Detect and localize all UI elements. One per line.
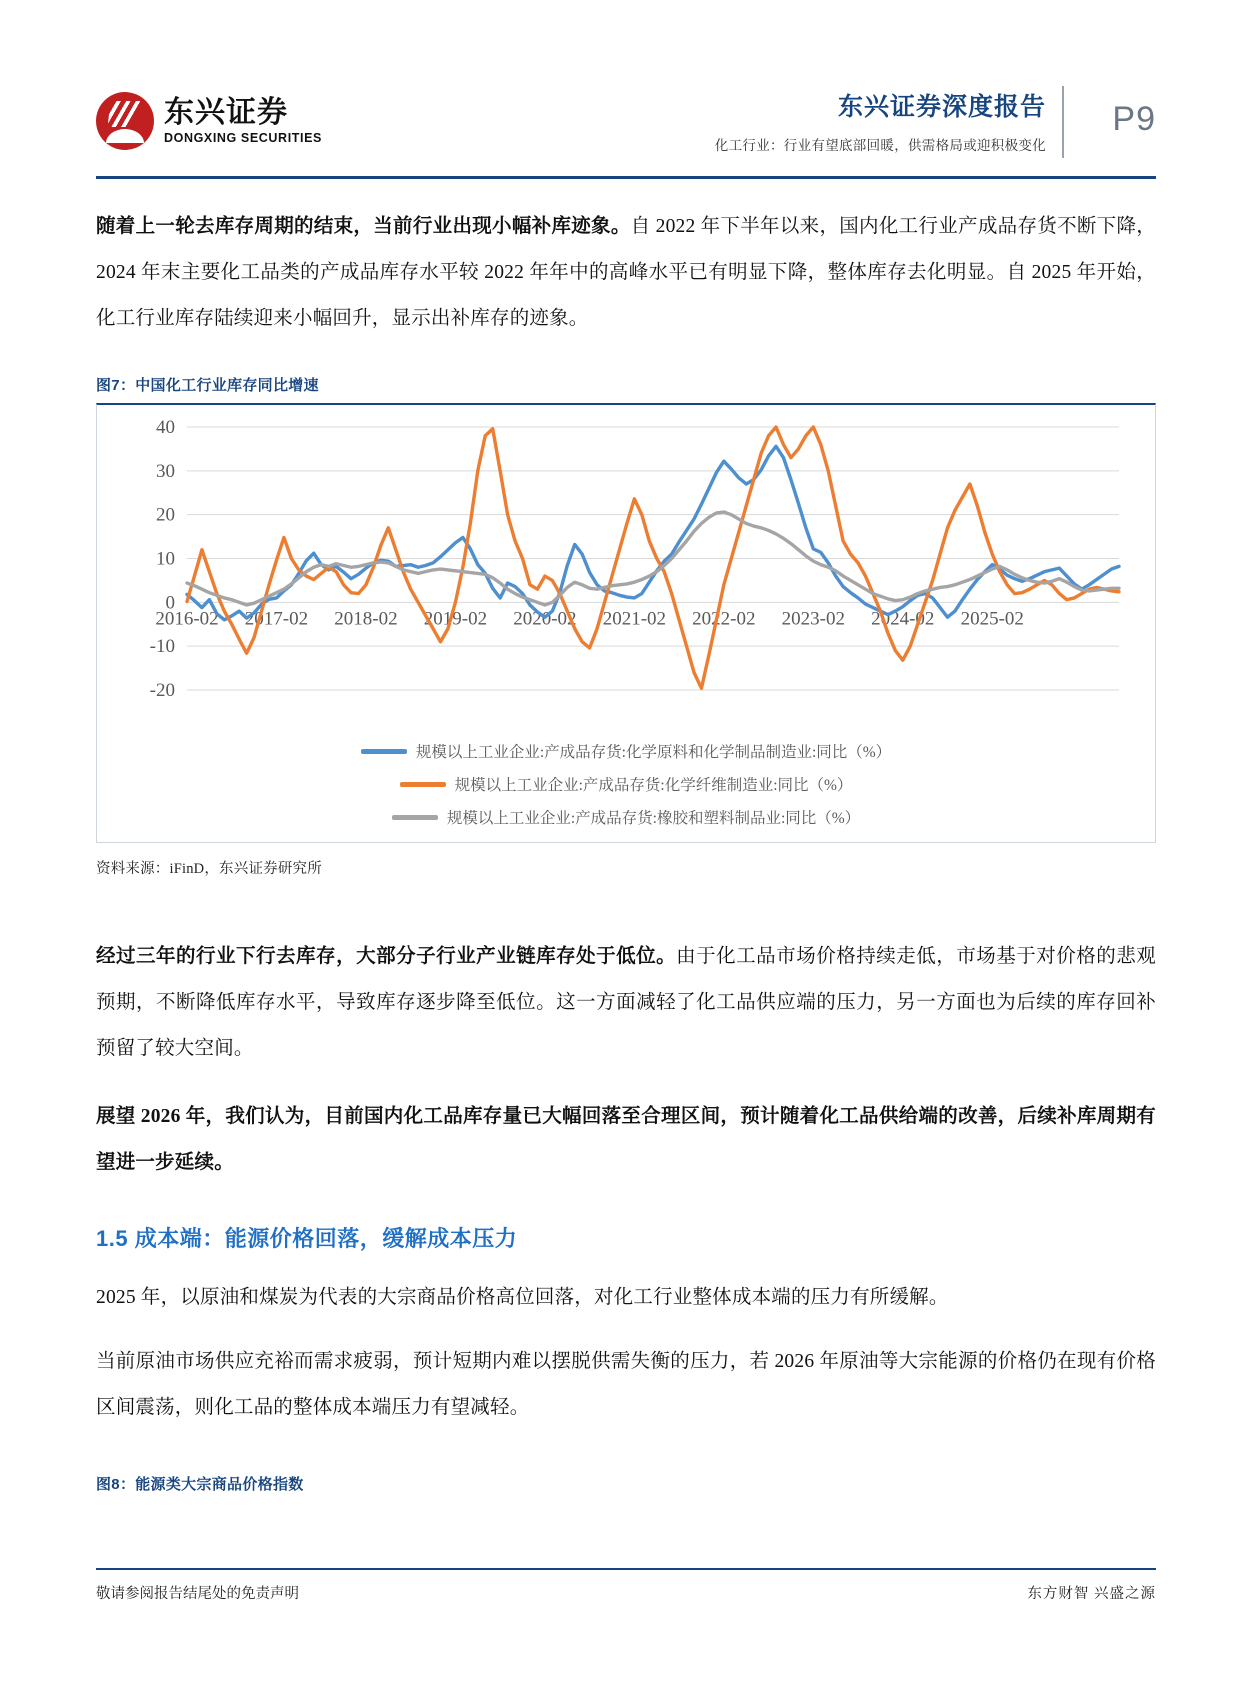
legend-swatch-chemical-raw <box>361 749 407 754</box>
legend-label-2: 规模以上工业企业:产成品存货:橡胶和塑料制品业:同比（%） <box>446 810 861 827</box>
paragraph-2-lead: 经过三年的行业下行去库存，大部分子行业产业链库存处于低位。 <box>96 946 677 967</box>
footer-slogan: 东方财智 兴盛之源 <box>1027 1586 1156 1602</box>
company-logo <box>96 92 322 150</box>
paragraph-3 <box>96 1094 1156 1186</box>
paragraph-5: 当前原油市场供应充裕而需求疲弱，预计短期内难以摆脱供需失衡的压力，若 2026 年原油等大宗能源的价格仍在现有价格区间震荡，则化工品的整体成本端压力有望减轻。 <box>96 1351 1156 1418</box>
svg-text:2022-02: 2022-02 <box>692 608 756 630</box>
report-title: 东兴证券深度报告 <box>837 93 1046 121</box>
figure-7-caption: 图7：中国化工行业库存同比增速 <box>96 377 319 394</box>
figure-7-chart <box>96 403 1156 843</box>
footer-disclaimer: 敬请参阅报告结尾处的免责声明 <box>96 1586 299 1602</box>
svg-text:30: 30 <box>156 460 175 482</box>
paragraph-2 <box>96 934 1156 1072</box>
chart-legend <box>97 740 1155 828</box>
page-number: P9 <box>1112 100 1156 138</box>
svg-text:2024-02: 2024-02 <box>871 608 935 630</box>
legend-swatch-rubber-plastic <box>392 815 438 820</box>
svg-text:40: 40 <box>156 417 175 438</box>
report-subtitle: 化工行业：行业有望底部回暖，供需格局或迎积极变化 <box>714 138 1046 153</box>
svg-text:2016-02: 2016-02 <box>155 608 219 630</box>
page-footer <box>96 1582 1156 1603</box>
header-title-block <box>715 86 1064 158</box>
footer-divider <box>96 1568 1156 1570</box>
svg-text:-10: -10 <box>149 636 175 658</box>
figure-8-caption: 图8：能源类大宗商品价格指数 <box>96 1476 304 1493</box>
svg-text:2017-02: 2017-02 <box>244 608 309 630</box>
chart-inner <box>97 405 1155 842</box>
paragraph-1-lead: 随着上一轮去库存周期的结束，当前行业出现小幅补库迹象。 <box>96 216 631 237</box>
paragraph-1-rest: 自 2022 年下半年以来，国内化工行业产成品存货不断下降，2024 年末主要化工品类的产成品库存水平较 2022 年年中的高峰水平已有明显下降，整体库存去化明显。自 2025 年开始，化工行业库存陆续迎来小幅回升，显示出补库存的迹象。 <box>96 216 1156 329</box>
dongxing-logo-icon <box>96 92 154 150</box>
legend-label-1: 规模以上工业企业:产成品存货:化学纤维制造业:同比（%） <box>454 777 853 794</box>
figure-7-source: 资料来源：iFinD，东兴证券研究所 <box>96 861 322 877</box>
svg-text:2023-02: 2023-02 <box>781 608 845 630</box>
logo-text <box>164 97 322 146</box>
svg-text:20: 20 <box>156 504 175 526</box>
page-content <box>96 200 1156 1494</box>
svg-text:2021-02: 2021-02 <box>602 608 667 630</box>
svg-text:-20: -20 <box>149 680 175 701</box>
legend-item-2 <box>392 806 860 828</box>
header-divider <box>96 176 1156 179</box>
section-heading-1-5: 1.5 成本端：能源价格回落，缓解成本压力 <box>96 1226 518 1251</box>
page-header <box>96 86 1156 168</box>
svg-text:2019-02: 2019-02 <box>423 608 488 630</box>
legend-item-0 <box>361 740 891 762</box>
paragraph-4: 2025 年，以原油和煤炭为代表的大宗商品价格高位回落，对化工行业整体成本端的压力有所缓解。 <box>96 1287 949 1308</box>
logo-name-en: DONGXING SECURITIES <box>164 131 322 146</box>
svg-text:0: 0 <box>165 592 175 614</box>
paragraph-3-rest: 我们认为，目前国内化工品库存量已大幅回落至合理区间，预计随着化工品供给端的改善，后续补库周期有望进一步延续。 <box>96 1106 1156 1173</box>
svg-text:2025-02: 2025-02 <box>960 608 1024 630</box>
paragraph-1 <box>96 204 1156 342</box>
svg-text:10: 10 <box>156 548 175 570</box>
svg-text:2018-02: 2018-02 <box>334 608 398 630</box>
legend-item-1 <box>400 773 853 795</box>
paragraph-3-lead: 展望 2026 年， <box>96 1106 226 1127</box>
legend-label-0: 规模以上工业企业:产成品存货:化学原料和化学制品制造业:同比（%） <box>415 744 892 761</box>
paragraph-2-rest: 由于化工品市场价格持续走低，市场基于对价格的悲观预期，不断降低库存水平，导致库存逐步降至低位。这一方面减轻了化工品供应端的压力，另一方面也为后续的库存回补预留了较大空间。 <box>96 946 1156 1059</box>
logo-name-cn: 东兴证券 <box>164 95 288 129</box>
svg-text:2020-02: 2020-02 <box>513 608 577 630</box>
legend-swatch-chemical-fiber <box>400 782 446 787</box>
